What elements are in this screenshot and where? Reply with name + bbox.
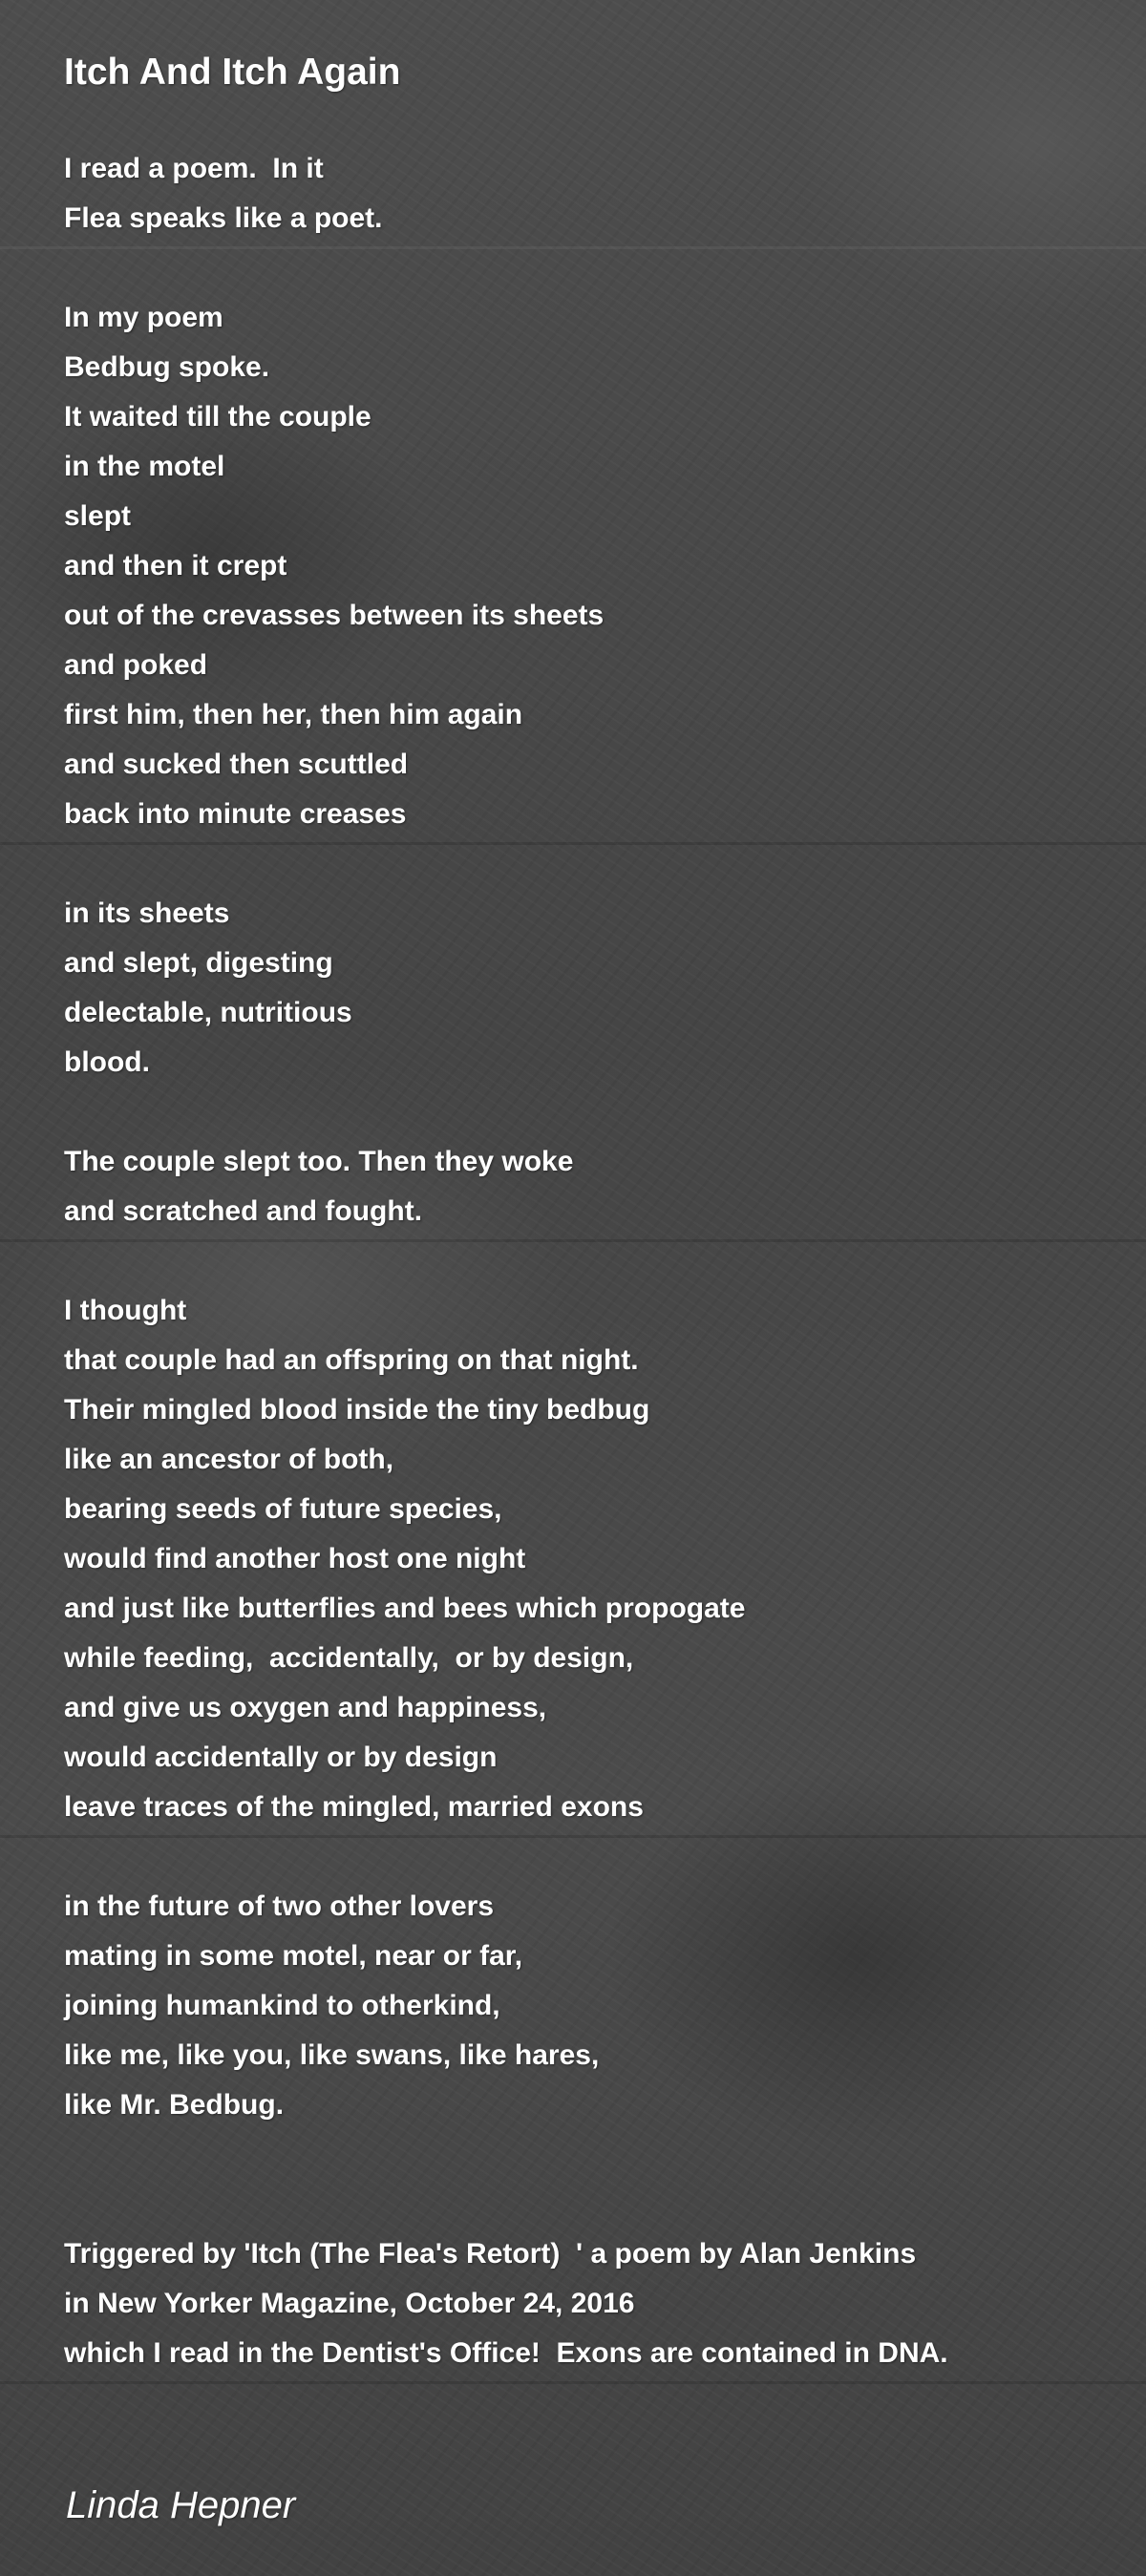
poem-title: Itch And Itch Again xyxy=(64,52,401,93)
poem-line: back into minute creases xyxy=(64,798,407,830)
poem-line: and sucked then scuttled xyxy=(64,749,409,780)
poem-line: and poked xyxy=(64,649,208,681)
stanza-break xyxy=(64,1236,948,1286)
poem-line: slept xyxy=(64,500,132,532)
poem-line: which I read in the Dentist's Office! Exons are contained in DNA. xyxy=(64,2337,948,2369)
poem-line: and give us oxygen and happiness, xyxy=(64,1692,547,1723)
stanza-break xyxy=(64,839,948,889)
poem-line: bearing seeds of future species, xyxy=(64,1493,502,1525)
poem-line: would accidentally or by design xyxy=(64,1742,498,1773)
poem-line: in its sheets xyxy=(64,897,230,929)
poem-line: joining humankind to otherkind, xyxy=(64,1990,500,2021)
poem-line: like an ancestor of both, xyxy=(64,1444,394,1475)
poem-line: I read a poem. In it xyxy=(64,153,324,184)
poem-line: Triggered by 'Itch (The Flea's Retort) ' a poem by Alan Jenkins xyxy=(64,2238,917,2270)
panel-divider xyxy=(0,2381,1146,2384)
poem-line: I thought xyxy=(64,1295,187,1326)
poem-line: in New Yorker Magazine, October 24, 2016 xyxy=(64,2288,635,2319)
poem-line: that couple had an offspring on that night. xyxy=(64,1344,639,1376)
poem-line: would find another host one night xyxy=(64,1543,526,1574)
poem-line: Bedbug spoke. xyxy=(64,351,270,383)
poem-line: and scratched and fought. xyxy=(64,1195,423,1227)
poem-line: first him, then her, then him again xyxy=(64,699,523,730)
stanza-break xyxy=(64,2180,948,2229)
poem-line: It waited till the couple xyxy=(64,401,371,433)
poem-line: while feeding, accidentally, or by design, xyxy=(64,1642,634,1674)
stanza-break xyxy=(64,1832,948,1882)
stanza-break xyxy=(64,2130,948,2180)
poem-line: leave traces of the mingled, married exons xyxy=(64,1791,644,1823)
poem-line: and slept, digesting xyxy=(64,947,333,979)
poem-line: mating in some motel, near or far, xyxy=(64,1940,523,1972)
poem-line: In my poem xyxy=(64,302,223,333)
poem-author: Linda Hepner xyxy=(66,2484,296,2526)
poem-line: blood. xyxy=(64,1046,150,1078)
poem-line: and then it crept xyxy=(64,550,287,581)
poem-line: and just like butterflies and bees which propogate xyxy=(64,1593,746,1624)
poem-line: out of the crevasses between its sheets xyxy=(64,600,605,631)
poem-line: like Mr. Bedbug. xyxy=(64,2089,285,2121)
poem-line: Their mingled blood inside the tiny bedbug xyxy=(64,1394,650,1425)
stanza-break xyxy=(64,1087,948,1137)
stanza-break xyxy=(64,243,948,293)
poem-line: in the motel xyxy=(64,451,225,482)
poem-line: delectable, nutritious xyxy=(64,997,352,1028)
poem-line: Flea speaks like a poet. xyxy=(64,202,383,234)
poem-line: in the future of two other lovers xyxy=(64,1890,495,1922)
poem-line: The couple slept too. Then they woke xyxy=(64,1146,574,1177)
poem-body xyxy=(64,144,948,2378)
poem-line: like me, like you, like swans, like hares, xyxy=(64,2039,600,2071)
